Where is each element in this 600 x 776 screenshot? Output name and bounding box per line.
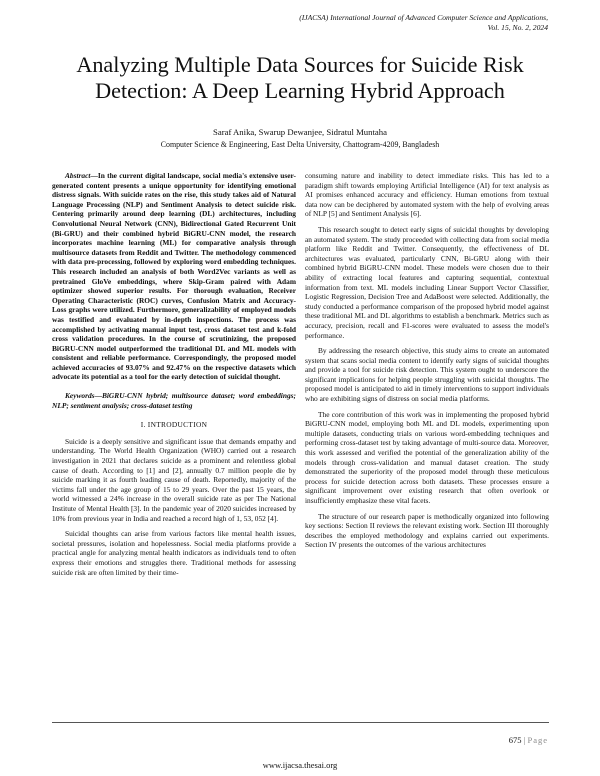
paragraph: Suicidal thoughts can arise from various factors like mental health issues, societal pressures, isolation and hopelessness. Social media platforms provide a practical angle for analyzing mental health indicators as individuals tend to often express their emotions and struggles there. Traditional methods for assessing suicide risk are often limited by their time- bbox=[52, 529, 296, 577]
right-column bbox=[305, 171, 549, 556]
paragraph: The core contribution of this work was in implementing the proposed hybrid BiGRU-CNN model, employing both ML and DL models, experimenting upon multiple datasets, conducting trials on various word-embedding techniques and performing cross-dataset test by taking advantage of multi-source data. Moreover, this work assessed and verified the potential of the generalization ability of the models through cross-validation and manual dataset creation. The study demonstrated the superiority of the proposed model through these meticulous process for suicide detection across both datasets. These processes ensure a significant improvement over existing research that often overlook or insufficiently emphasize these vital facets. bbox=[305, 409, 549, 505]
abstract bbox=[52, 171, 296, 382]
journal-url[interactable]: www.ijacsa.thesai.org bbox=[262, 760, 338, 770]
keywords: Keywords—BiGRU-CNN hybrid; multisource dataset; word embeddings; NLP; sentiment analysis; cross-dataset testing bbox=[52, 391, 296, 410]
title-line-1: Analyzing Multiple Data Sources for Suicide Risk bbox=[76, 52, 524, 77]
paragraph: This research sought to detect early signs of suicidal thoughts by developing an automated system. The study proceeded with collecting data from social media platform like Reddit and Twitter. Consequently, the effectiveness of DL architectures was evaluated, particularly CNN, Bi-GRU along with their combined hybrid BiGRU-CNN model. These models were chosen due to their ability of extracting local features and capturing sequential, contextual information from text. ML models including Linear Support Vector Classifier, Logistic Regression, Decision Tree and AdaBoost were selected. Additionally, the study conducted a performance comparison of the proposed hybrid model against these traditional ML and DL algorithms to establish a benchmark. Metrics such as accuracy, precision, recall and F1-scores were evaluated to assess the model's performance. bbox=[305, 224, 549, 340]
page-number bbox=[509, 735, 548, 745]
page-label: Page bbox=[527, 735, 548, 745]
journal-name: (IJACSA) International Journal of Advanced Computer Science and Applications, bbox=[299, 13, 548, 22]
page-separator: | bbox=[523, 735, 526, 745]
affiliation: Computer Science & Engineering, East Delta University, Chattogram-4209, Bangladesh bbox=[160, 140, 440, 149]
abstract-text: In the current digital landscape, social media's extensive user-generated content presents a unique opportunity for identifying emotional distress signals. With suicide rates on the rise, this study takes aid of Natural Language Processing (NLP) and Sentiment Analysis to detect suicide risk. Centering primarily around deep learning (DL) architectures, including Convolutional Neural Network (CNN), Bidirectional Gated Recurrent Unit (Bi-GRU) and their combined hybrid BiGRU-CNN model, the research incorporates machine learning (ML) for comparative analysis through multisource datasets from Reddit and Twitter. The methodology commenced with data pre-processing, followed by exploring word embedding techniques. This research included an analysis of both Word2Vec variants as well as pretrained GloVe embeddings, where Skip-Gram paired with Adam optimizer showed superior results. For thorough evaluation, Receiver Operating Characteristic (ROC) curves, Confusion Matrix and Accuracy-Loss graphs were utilized. Furthermore, generalizability of employed models was testified and evaluated by in-depth inspections. The process was accomplished by activating manual input test, cross dataset test and k-fold cross validation procedures. In the course of scrutinizing, the proposed BiGRU-CNN model outperformed the traditional DL and ML models with consistent and reliable performance. Correspondingly, the proposed model achieved accuracies of 93.07% and 92.47% on the respective datasets which advocate its potential as a tool for the early detection of suicidal thought. bbox=[52, 171, 296, 382]
paragraph: The structure of our research paper is methodically organized into following key sections: Section II reviews the relevant existing work. Section III thoroughly describes the employed methodology and explains carried out experiments. Section IV presents the outcomes of the various architectures bbox=[305, 511, 549, 550]
journal-header bbox=[228, 13, 548, 32]
authors: Saraf Anika, Swarup Dewanjee, Sidratul Muntaha bbox=[213, 127, 387, 137]
left-column bbox=[52, 171, 296, 583]
paragraph: consuming nature and inability to detect immediate risks. This has led to a paradigm shift towards employing Artificial Intelligence (AI) for text analysis as AI promises enhanced accuracy and efficiency. Human emotions from textual data now can be deciphered by automated system with the help of evolving areas of NLP [5] and Sentiment Analysis [6]. bbox=[305, 171, 549, 219]
paragraph: Suicide is a deeply sensitive and significant issue that demands empathy and understanding. The World Health Organization (WHO) carried out a research investigation in 2021 that declares suicide as a prominent and relentless global cause of death. According to [1] and [2], annually 0.7 million people die by suicide marking it as fourth leading cause of death. Reportedly, majority of the victims fall under the age group of 15 to 29 years. Over the past 15 years, the world witnessed a 24% increase in the overall suicide rate as per The National Institute of Mental Health [3]. In the pandemic year of 2020 suicides increased by 10% from previous year in India and reached a record high of 1, 53, 052 [4]. bbox=[52, 436, 296, 523]
page-number-value: 675 bbox=[508, 735, 522, 745]
section-heading-introduction: I. INTRODUCTION bbox=[140, 420, 208, 430]
paper-title bbox=[40, 52, 560, 103]
footer-divider bbox=[52, 722, 549, 723]
abstract-label: Abstract— bbox=[65, 171, 98, 180]
paragraph: By addressing the research objective, this study aims to create an automated system that scans social media content to identify early signs of suicidal thoughts and provide a tool for suicide risk detection. This system ought to underscore the significant implications for helping people struggling with suicidal thoughts. The proposed model is anticipated to aid in timely interventions to support individuals who are exhibiting signs of distress on social media platforms. bbox=[305, 346, 549, 404]
journal-volume: Vol. 15, No. 2, 2024 bbox=[487, 22, 548, 32]
title-line-2: Detection: A Deep Learning Hybrid Approach bbox=[95, 77, 505, 103]
